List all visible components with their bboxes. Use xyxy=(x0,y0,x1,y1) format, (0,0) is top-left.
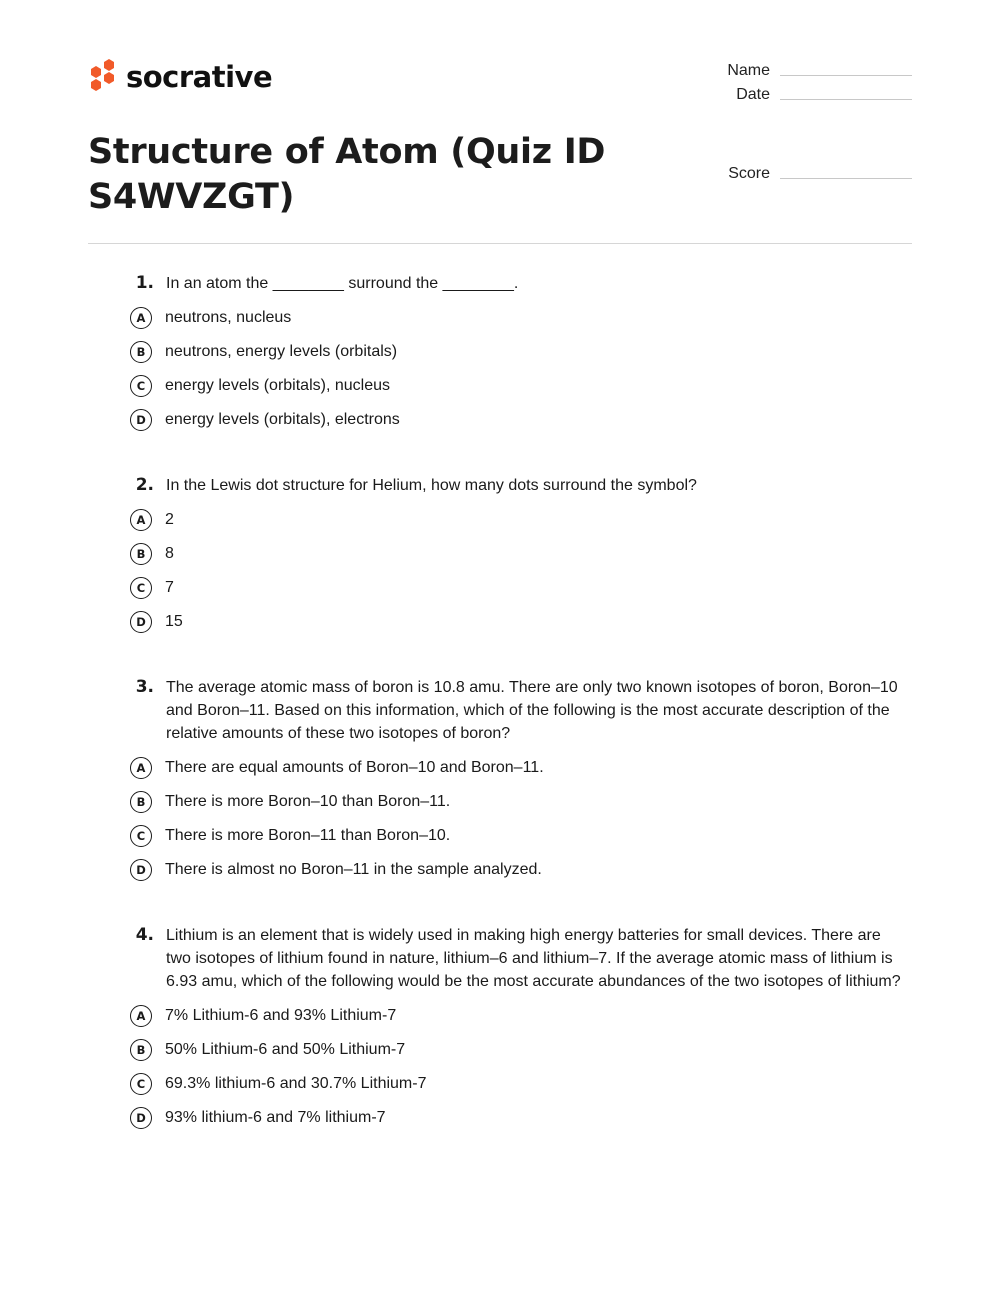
option-text: There is more Boron–10 than Boron–11. xyxy=(165,793,451,810)
option-circle[interactable]: C xyxy=(130,577,152,599)
option-circle[interactable]: B xyxy=(130,1039,152,1061)
question-number: 2. xyxy=(135,475,154,495)
question-number: 1. xyxy=(135,273,154,293)
option-circle[interactable]: D xyxy=(130,409,152,431)
option-d[interactable] xyxy=(130,403,910,437)
option-circle[interactable]: C xyxy=(130,825,152,847)
option-b[interactable] xyxy=(130,1033,910,1067)
option-circle[interactable]: D xyxy=(130,859,152,881)
option-list xyxy=(130,503,910,639)
option-text: 7 xyxy=(165,579,174,596)
option-d[interactable] xyxy=(130,853,910,887)
header-divider xyxy=(88,243,912,244)
option-text: energy levels (orbitals), electrons xyxy=(165,411,400,428)
question-text: In an atom the ________ surround the ________. xyxy=(166,275,519,292)
option-circle[interactable]: B xyxy=(130,791,152,813)
option-circle[interactable]: C xyxy=(130,375,152,397)
quiz-title: Structure of Atom (Quiz ID S4WVZGT) xyxy=(88,132,606,217)
name-label: Name xyxy=(727,62,770,79)
score-label: Score xyxy=(728,165,770,182)
option-text: neutrons, energy levels (orbitals) xyxy=(165,343,398,360)
name-field[interactable] xyxy=(780,74,912,76)
option-circle[interactable]: C xyxy=(130,1073,152,1095)
option-a[interactable] xyxy=(130,503,910,537)
option-circle[interactable]: B xyxy=(130,341,152,363)
option-circle[interactable]: A xyxy=(130,1005,152,1027)
score-field[interactable] xyxy=(780,177,912,179)
option-c[interactable] xyxy=(130,819,910,853)
option-a[interactable] xyxy=(130,751,910,785)
option-text: energy levels (orbitals), nucleus xyxy=(165,377,390,394)
socrative-logo xyxy=(88,58,272,96)
option-list xyxy=(130,999,910,1135)
option-b[interactable] xyxy=(130,785,910,819)
option-text: There is almost no Boron–11 in the sample analyzed. xyxy=(165,861,542,878)
option-text: There are equal amounts of Boron–10 and Boron–11. xyxy=(165,759,544,776)
question-4 xyxy=(130,924,910,1135)
option-c[interactable] xyxy=(130,369,910,403)
option-circle[interactable]: A xyxy=(130,757,152,779)
date-label: Date xyxy=(736,86,770,103)
option-circle[interactable]: D xyxy=(130,611,152,633)
question-number: 3. xyxy=(135,677,154,697)
date-row xyxy=(708,86,912,104)
date-field[interactable] xyxy=(780,98,912,100)
option-text: 93% lithium-6 and 7% lithium-7 xyxy=(165,1109,386,1126)
option-text: neutrons, nucleus xyxy=(165,309,292,326)
option-text: 50% Lithium-6 and 50% Lithium-7 xyxy=(165,1041,406,1058)
option-c[interactable] xyxy=(130,571,910,605)
option-text: 7% Lithium-6 and 93% Lithium-7 xyxy=(165,1007,397,1024)
option-d[interactable] xyxy=(130,605,910,639)
option-circle[interactable]: A xyxy=(130,307,152,329)
option-b[interactable] xyxy=(130,335,910,369)
score-row xyxy=(708,165,912,183)
option-d[interactable] xyxy=(130,1101,910,1135)
option-text: There is more Boron–11 than Boron–10. xyxy=(165,827,451,844)
option-text: 69.3% lithium-6 and 30.7% Lithium-7 xyxy=(165,1075,427,1092)
hexagon-cluster-icon xyxy=(88,58,118,96)
question-text: The average atomic mass of boron is 10.8 amu. There are only two known isotopes of boron, Boron–10 and Boron–11. Based on this information, which of the following is the most accurate description of the relative amounts of these two isotopes of boron? xyxy=(166,679,898,742)
option-text: 8 xyxy=(165,545,174,562)
option-c[interactable] xyxy=(130,1067,910,1101)
option-text: 15 xyxy=(165,613,183,630)
question-text: Lithium is an element that is widely used in making high energy batteries for small devices. There are two isotopes of lithium found in nature, lithium–6 and lithium–7. If the average atomic mass of lithium is 6.93 amu, which of the following would be the most accurate abundances of the two isotopes of lithium? xyxy=(166,927,901,990)
question-number: 4. xyxy=(135,925,154,945)
option-list xyxy=(130,751,910,887)
option-circle[interactable]: B xyxy=(130,543,152,565)
option-list xyxy=(130,301,910,437)
option-a[interactable] xyxy=(130,301,910,335)
question-2 xyxy=(130,474,910,639)
option-a[interactable] xyxy=(130,999,910,1033)
option-circle[interactable]: D xyxy=(130,1107,152,1129)
option-text: 2 xyxy=(165,511,174,528)
option-circle[interactable]: A xyxy=(130,509,152,531)
question-1 xyxy=(130,272,910,437)
question-3 xyxy=(130,676,910,887)
option-b[interactable] xyxy=(130,537,910,571)
question-text: In the Lewis dot structure for Helium, how many dots surround the symbol? xyxy=(166,477,697,494)
brand-name: socrative xyxy=(126,59,273,94)
name-row xyxy=(708,62,912,80)
